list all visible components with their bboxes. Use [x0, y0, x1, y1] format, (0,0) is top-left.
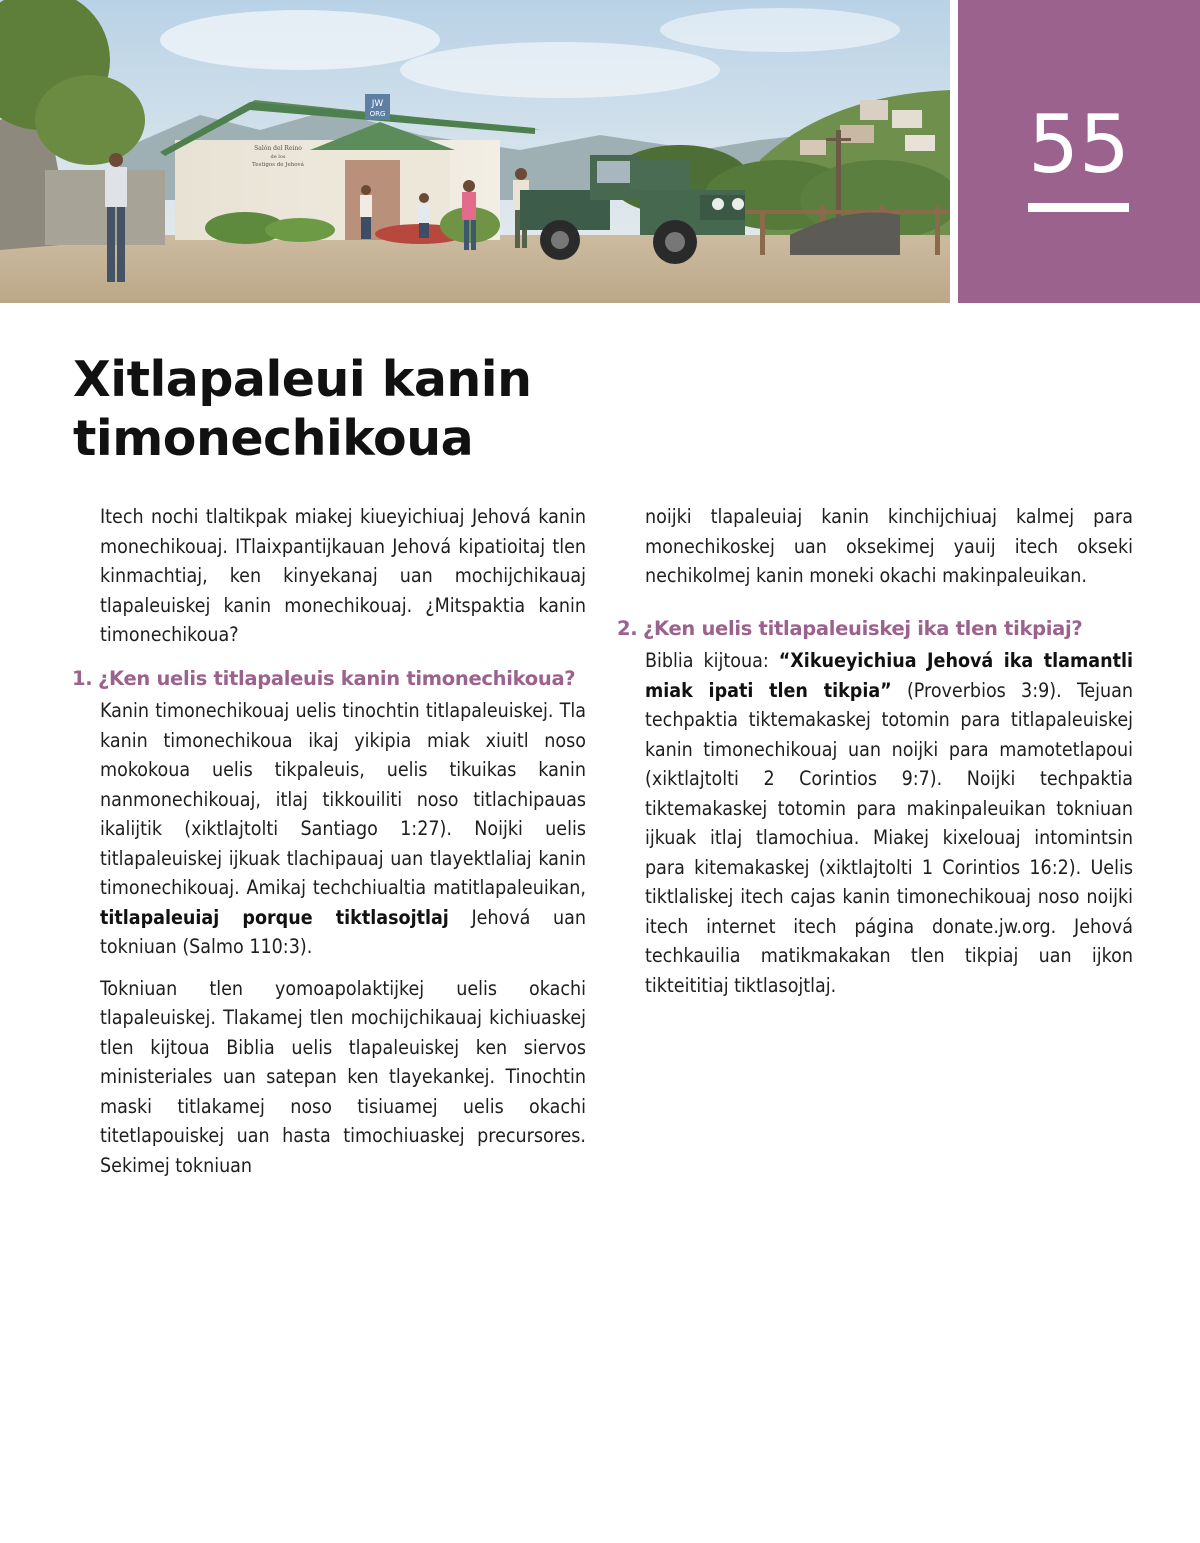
section-2-paragraph-1	[645, 646, 1133, 1000]
section-2-title: ¿Ken uelis titlapaleuiskej ika tlen tikpiaj?	[643, 616, 1083, 640]
kingdom-hall-scene	[0, 0, 950, 303]
section-1-paragraph-1	[100, 696, 586, 962]
page-title-line1: Xitlapaleui kanin	[73, 351, 532, 408]
right-column	[617, 502, 1134, 1000]
building-sign-1: Salón del Reino	[254, 145, 302, 152]
intro-paragraph: Itech nochi tlaltikpak miakej kiueyichiuaj Jehová kanin monechikouaj. ITlaixpantijkauan Jehová kipatioitaj tlen kinmachtiaj, ken kinyekanaj uan mochijchikauaj tlapaleuiskej kanin monechikouaj. ¿Mitspaktia kanin timonechikoua?	[100, 505, 586, 646]
section-2-number: 2.	[617, 616, 638, 640]
section-1-title: ¿Ken uelis titlapaleuis kanin timonechikoua?	[98, 666, 576, 690]
page-title-line2: timonechikoua	[73, 410, 474, 467]
section-1-paragraph-2-part-2	[645, 502, 1133, 591]
left-column	[72, 502, 586, 1180]
section-1-number: 1.	[72, 666, 93, 690]
section-2-p1-quote: “Xikueyichiua Jehová ika tlamantli miak ipati tlen tikpia”	[645, 649, 1133, 702]
logo-jw: JW	[371, 99, 384, 109]
section-1-heading	[72, 664, 586, 694]
section-1-p1-text-before: Kanin timonechikouaj uelis tinochtin titlapaleuiskej. Tla kanin timonechikoua ikaj yikipia miak xiuitl noso mokokoua uelis tikpaleuis, uelis tikuikas kanin nanmonechikouaj, itlaj tikkouiliti noso titlachipauas ikalijtik (xiktlajtolti Santiago 1:27). Noijki uelis titlapaleuiskej ijkuak tlachipauaj uan tlayektlaliaj kanin timonechikouaj. Amikaj techchiualtia matitlapaleuikan,	[100, 699, 586, 899]
section-1-p2-text: Tokniuan tlen yomoapolaktijkej uelis okachi tlapaleuiskej. Tlakamej tlen mochijchikauaj kichiuaskej tlen kijtoua Biblia uelis tlapaleuiskej ken siervos ministeriales uan satepan ken tlayekankej. Tinochtin maski titlakamej noso tisiuamej uelis okachi titetlapouiskej uan hasta timochiuaskej precursores. Sekimej tokniuan	[100, 976, 586, 1177]
building-sign-2: de los	[270, 154, 286, 160]
section-2-p1-text-before: Biblia kijtoua:	[645, 649, 769, 672]
lesson-number-underline	[1028, 203, 1129, 212]
hero-illustration	[0, 0, 950, 303]
section-2-heading	[617, 614, 1133, 644]
section-1-paragraph-2-part-1	[100, 974, 586, 1181]
section-1-p1-emphasis: titlapaleuiaj porque tiktlasojtlaj	[100, 905, 449, 929]
page-title	[73, 350, 773, 468]
building-sign-3: Testigos de Jehová	[252, 162, 304, 168]
section-2-p1-text-after: (Proverbios 3:9). Tejuan techpaktia tiktemakaskej totomin para titlapaleuiskej kanin timonechikouaj uan noijki para mamotetlapoui (xiktlajtolti 2 Corintios 9:7). Noijki techpaktia tiktemakaskej totomin para makinpaleuikan tokniuan ijkuak itlaj tlamochiua. Miakej kixelouaj intomintsin para kitemakaskej (xiktlajtolti 1 Corintios 16:2). Uelis tiktlaliskej itech cajas kanin timonechikouaj noso noijki itech internet itech página donate.jw.org. Jehová techkauilia matikmakakan tlen tikpiaj uan ijkon tikteititiaj tiktlasojtlaj.	[645, 678, 1134, 997]
section-1-p1-text-after: Jehová uan tokniuan (Salmo 110:3).	[100, 905, 586, 958]
lesson-number: 55	[1028, 98, 1130, 191]
logo-org: ORG	[369, 110, 386, 118]
lesson-number-box	[958, 0, 1200, 303]
section-1-p2-continuation: noijki tlapaleuiaj kanin kinchijchiuaj kalmej para monechikoskej uan oksekimej yauij itech okseki nechikolmej kanin moneki okachi makinpaleuikan.	[645, 505, 1133, 587]
